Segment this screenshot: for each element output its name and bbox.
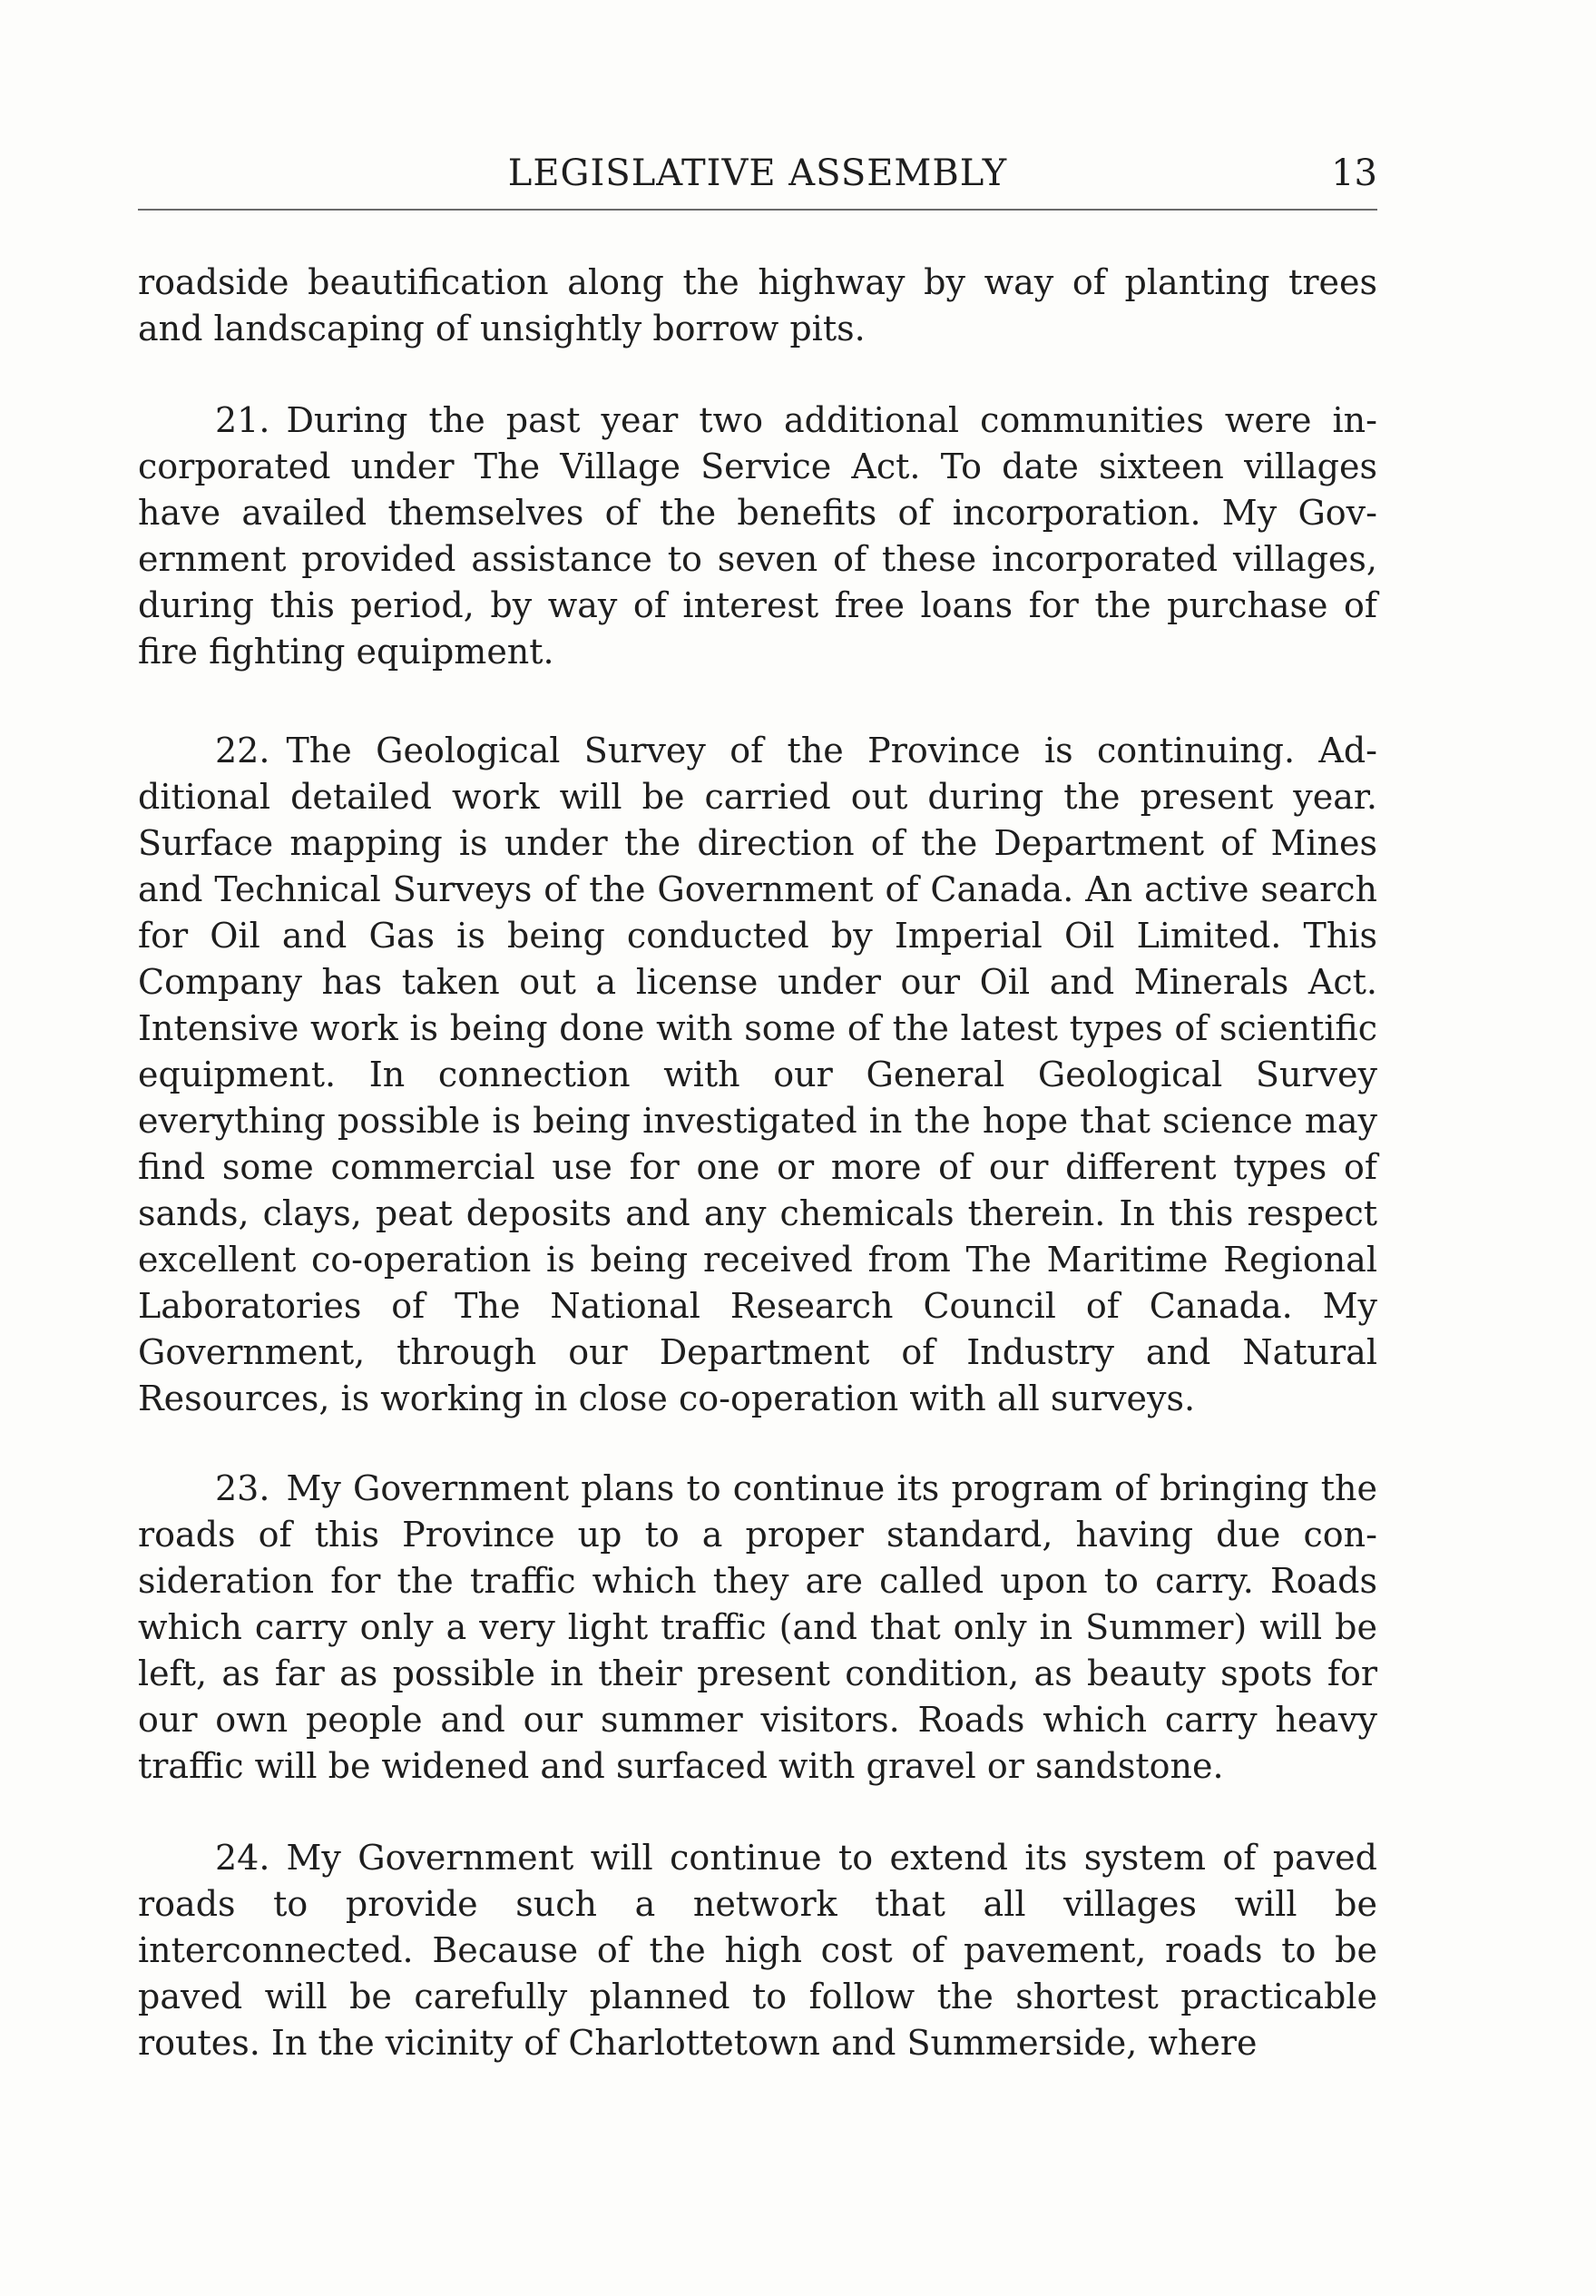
paragraph-22 xyxy=(138,728,1377,1422)
paragraph-number: 22. xyxy=(215,731,270,770)
paragraph-number: 23. xyxy=(215,1468,270,1508)
continued-paragraph: roadside beautification along the highway by way of planting trees and landscaping of unsightly borrow pits. xyxy=(138,262,1377,348)
paragraph-text: During the past year two additional communities were incorporated under The Village Service Act. To date sixteen villages have availed themselves of the benefits of incorporation. My Government provided assistance to seven of these incorporated villages, during this period, by way of interest free loans for the purchase of fire fighting equipment. xyxy=(138,400,1377,672)
page-number: 13 xyxy=(1331,152,1377,194)
paragraph-number: 21. xyxy=(215,400,270,440)
running-header xyxy=(138,145,1377,211)
paragraph-text: My Government will continue to extend its system of paved roads to provide such a network that all villages will be interconnected. Because of the high cost of pavement, roads to be paved will be carefully planned to follow the shortest practicable routes. In the vicinity of Charlottetown and Summerside, where xyxy=(138,1838,1377,2063)
paragraph-24 xyxy=(138,1835,1377,2066)
paragraph-23 xyxy=(138,1466,1377,1790)
header-title: LEGISLATIVE ASSEMBLY xyxy=(507,152,1008,194)
paragraph-number: 24. xyxy=(215,1838,270,1878)
paragraph-text: My Government plans to continue its program of bringing the roads of this Province up to a proper standard, having due consideration for the traffic which they are called upon to carry. Roads which carry only a very light traffic (and that only in Summer) will be left, as far as possible in their present condition, as beauty spots for our own people and our summer visitors. Roads which carry heavy traffic will be widened and surfaced with gravel or sandstone. xyxy=(138,1468,1377,1786)
paragraph-21 xyxy=(138,397,1377,675)
paragraph-text: The Geological Survey of the Province is continuing. Additional detailed work will be carried out during the present year. Surface mapping is under the direction of the Department of Mines and Technical Surveys of the Government of Canada. An active search for Oil and Gas is being conducted by Imperial Oil Limited. This Company has taken out a license under our Oil and Minerals Act. Intensive work is being done with some of the latest types of scientific equipment. In connection with our General Geological Survey everything possible is being investigated in the hope that science may find some commercial use for one or more of our different types of sands, clays, peat deposits and any chemicals therein. In this respect excellent co-operation is being received from The Maritime Regional Laboratories of The National Research Council of Canada. My Government, through our Department of Industry and Natural Resources, is working in close co-operation with all surveys. xyxy=(138,731,1377,1418)
body-text xyxy=(138,260,1377,2066)
